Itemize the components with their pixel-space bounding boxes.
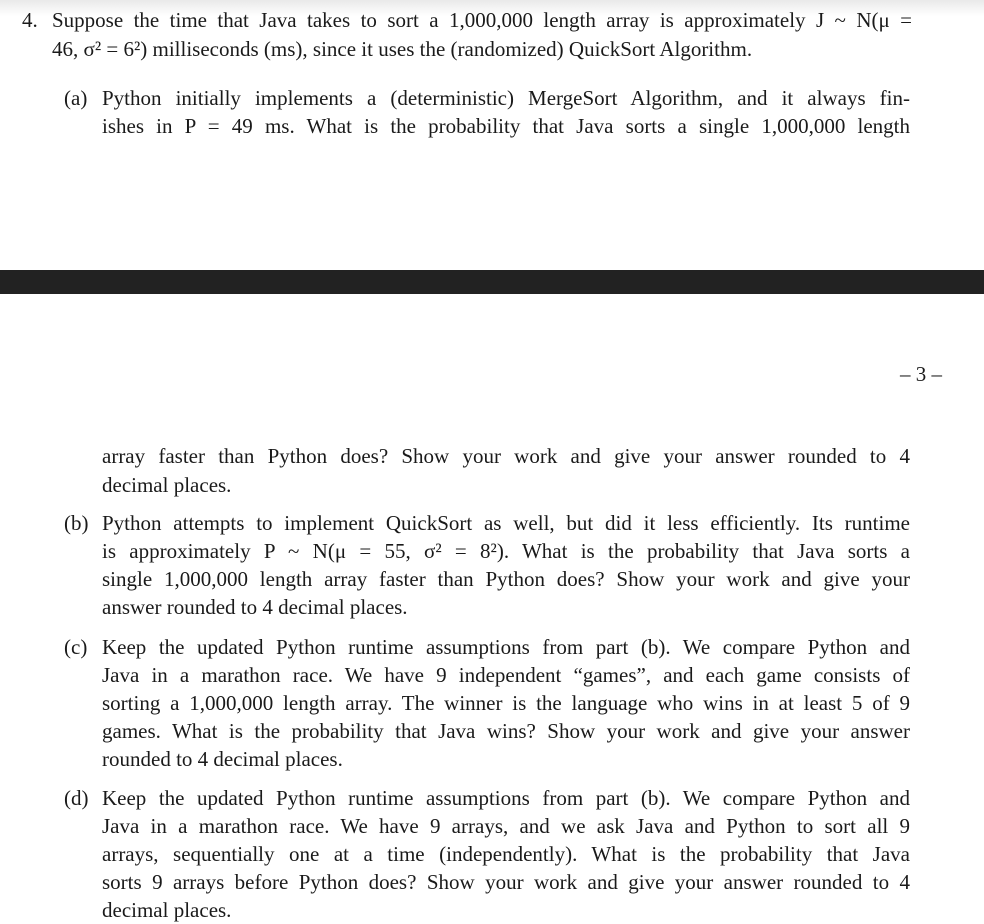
part-c-line-3: sorting a 1,000,000 length array. The winner is the language who wins in at least 5 of 9 [102, 691, 910, 715]
question-line-2: 46, σ² = 6²) milliseconds (ms), since it uses the (randomized) QuickSort Algorithm. [52, 37, 753, 61]
part-b-line-4: answer rounded to 4 decimal places. [102, 595, 408, 619]
part-a-line-2: ishes in P = 49 ms. What is the probability that Java sorts a single 1,000,000 length [102, 114, 910, 138]
part-c-label: (c) [64, 635, 88, 659]
part-a-label: (a) [64, 86, 88, 110]
part-c-line-1: Keep the updated Python runtime assumptions from part (b). We compare Python and [102, 635, 910, 659]
part-a-line-1: Python initially implements a (deterministic) MergeSort Algorithm, and it always fin- [102, 86, 910, 110]
part-b-line-3: single 1,000,000 length array faster than Python does? Show your work and give your [102, 567, 910, 591]
page-3-bottom [0, 0, 984, 270]
part-d-line-5: decimal places. [102, 898, 232, 922]
part-b-label: (b) [64, 511, 89, 535]
part-d-line-2: Java in a marathon race. We have 9 arrays, and we ask Java and Python to sort all 9 [102, 814, 910, 838]
page-number: – 3 – [900, 362, 942, 386]
question-line-1: Suppose the time that Java takes to sort a 1,000,000 length array is approximately J ~ N(μ = [52, 8, 912, 32]
part-a-cont-line-2: decimal places. [102, 473, 232, 497]
part-d-line-1: Keep the updated Python runtime assumptions from part (b). We compare Python and [102, 786, 910, 810]
part-b-line-1: Python attempts to implement QuickSort as well, but did it less efficiently. Its runtime [102, 511, 910, 535]
page-4-top [0, 294, 984, 923]
part-c-line-2: Java in a marathon race. We have 9 independent “games”, and each game consists of [102, 663, 910, 687]
part-c-line-5: rounded to 4 decimal places. [102, 747, 343, 771]
part-a-cont-line-1: array faster than Python does? Show your work and give your answer rounded to 4 [102, 444, 910, 468]
page-break-band [0, 270, 984, 294]
part-d-line-3: arrays, sequentially one at a time (independently). What is the probability that Java [102, 842, 910, 866]
part-d-label: (d) [64, 786, 89, 810]
part-c-line-4: games. What is the probability that Java wins? Show your work and give your answer [102, 719, 910, 743]
part-b-line-2: is approximately P ~ N(μ = 55, σ² = 8²). What is the probability that Java sorts a [102, 539, 910, 563]
part-d-line-4: sorts 9 arrays before Python does? Show your work and give your answer rounded to 4 [102, 870, 910, 894]
question-number: 4. [22, 8, 38, 32]
